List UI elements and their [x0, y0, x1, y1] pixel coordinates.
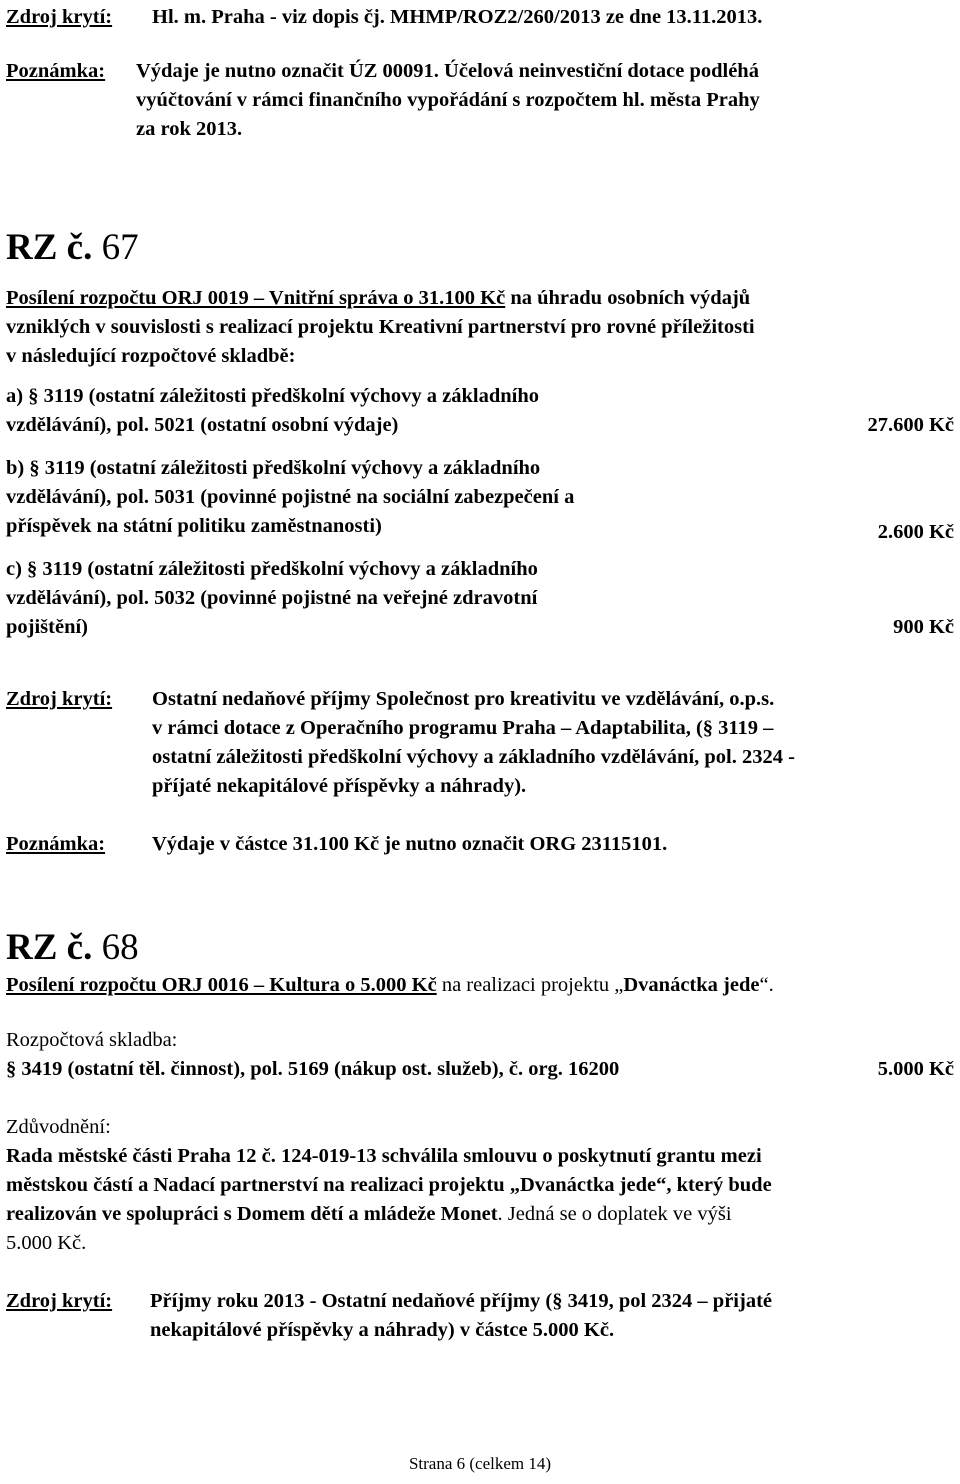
rz67-title-underlined: Posílení rozpočtu ORJ 0019 – Vnitřní správa o 31.100 Kč [6, 287, 506, 309]
rz67-line2: vzniklých v souvislosti s realizací projektu Kreativní partnerství pro rovné příležitosti [6, 316, 755, 338]
item-a-line2: vzdělávání), pol. 5021 (ostatní osobní výdaje) [6, 414, 399, 436]
zduvodneni-line3: realizován ve spolupráci s Domem dětí a mládeže Monet. Jedná se o doplatek ve výši [6, 1203, 732, 1225]
zdroj-kryti-label: Zdroj krytí: [6, 6, 113, 28]
item-c-line2: vzdělávání), pol. 5032 (povinné pojistné na veřejné zdravotní [6, 587, 538, 609]
skladba-amount: 5.000 Kč [877, 1058, 954, 1080]
rz67-title-rest: na úhradu osobních výdajů [510, 287, 751, 309]
rz67-poznamka-text: Výdaje v částce 31.100 Kč je nutno označit ORG 23115101. [152, 833, 668, 855]
rz67-line3: v následující rozpočtové skladbě: [6, 345, 296, 367]
poznamka-label: Poznámka: [6, 60, 106, 82]
rz67-zdroj-label: Zdroj krytí: [6, 688, 113, 710]
poznamka-line2: vyúčtování v rámci finančního vypořádání s rozpočtem hl. města Prahy [136, 89, 760, 111]
rz68-title: Posílení rozpočtu ORJ 0016 – Kultura o 5.000 Kč na realizaci projektu „Dvanáctka jede“. [6, 974, 774, 996]
item-a-amount: 27.600 Kč [867, 414, 954, 436]
rz67-poznamka-label: Poznámka: [6, 833, 106, 855]
rz68-heading: RZ č. 68 [6, 927, 139, 968]
rz67-heading: RZ č. 67 [6, 227, 139, 268]
rz68-zdroj-label: Zdroj krytí: [6, 1290, 113, 1312]
item-b-amount: 2.600 Kč [877, 521, 954, 543]
skladba-item: § 3419 (ostatní těl. činnost), pol. 5169 (nákup ost. služeb), č. org. 16200 [6, 1058, 620, 1080]
zduvodneni-line2: městskou částí a Nadací partnerství na realizaci projektu „Dvanáctka jede“, který bude [6, 1174, 772, 1196]
rz67-zdroj-line2: v rámci dotace z Operačního programu Praha – Adaptabilita, (§ 3119 – [152, 717, 774, 739]
zduvodneni-line4: 5.000 Kč. [6, 1232, 87, 1254]
item-b-line1: b) § 3119 (ostatní záležitosti předškolní výchovy a základního [6, 457, 541, 479]
rz67-zdroj-line1: Ostatní nedaňové příjmy Společnost pro kreativitu ve vzdělávání, o.p.s. [152, 688, 775, 710]
poznamka-line3: za rok 2013. [136, 118, 243, 140]
item-a-line1: a) § 3119 (ostatní záležitosti předškolní výchovy a základního [6, 385, 540, 407]
rz68-zdroj-line1: Příjmy roku 2013 - Ostatní nedaňové příjmy (§ 3419, pol 2324 – přijaté [150, 1290, 772, 1312]
zdroj-kryti-text: Hl. m. Praha - viz dopis čj. MHMP/ROZ2/260/2013 ze dne 13.11.2013. [152, 6, 763, 28]
item-c-line1: c) § 3119 (ostatní záležitosti předškolní výchovy a základního [6, 558, 538, 580]
item-c-line3: pojištění) [6, 616, 88, 638]
rz67-zdroj-line3: ostatní záležitosti předškolní výchovy a základního vzdělávání, pol. 2324 - [152, 746, 795, 768]
item-c-amount: 900 Kč [893, 616, 954, 638]
rz68-title-underlined: Posílení rozpočtu ORJ 0016 – Kultura o 5.000 Kč [6, 974, 437, 996]
zdroj-kryti-row [6, 4, 112, 30]
page-footer: Strana 6 (celkem 14) [408, 1454, 552, 1473]
poznamka-line1: Výdaje je nutno označit ÚZ 00091. Účelová neinvestiční dotace podléhá [136, 60, 759, 82]
rz68-zdroj-line2: nekapitálové příspěvky a náhrady) v částce 5.000 Kč. [150, 1319, 615, 1341]
item-b-line3: příspěvek na státní politiku zaměstnanosti) [6, 515, 382, 537]
rz67-title [6, 285, 750, 311]
zduvodneni-line1: Rada městské části Praha 12 č. 124-019-13 schválila smlouvu o poskytnutí grantu mezi [6, 1145, 762, 1167]
item-b-line2: vzdělávání), pol. 5031 (povinné pojistné na sociální zabezpečení a [6, 486, 575, 508]
skladba-label: Rozpočtová skladba: [6, 1029, 178, 1051]
zduvodneni-label: Zdůvodnění: [6, 1116, 111, 1138]
rz67-zdroj-line4: příjaté nekapitálové příspěvky a náhrady). [152, 775, 527, 797]
